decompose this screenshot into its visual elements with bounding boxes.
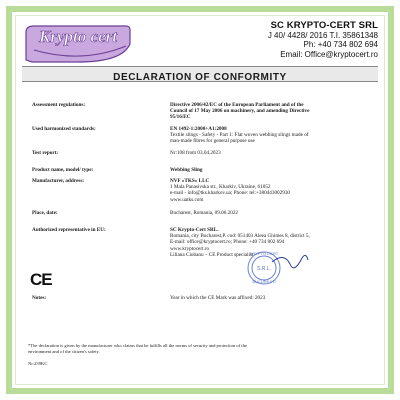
logo-text: Krypto cert (39, 27, 117, 46)
field-value: EN 1492-1:2000+A1:2008 Textile slings - Safety - Part 1: Flat woven webbing slings made of man-made fibres for general purpose use (170, 126, 309, 145)
field-label: Notes: (32, 295, 47, 301)
company-name: SC KRYPTO-CERT SRL (270, 20, 378, 31)
field-value: Year in which the CE Mark was affixed: 2023 (170, 295, 266, 301)
registration-line: J 40/ 4428/ 2016 T.I. 35861348 (267, 31, 378, 40)
field-value: Nr:108 from 03.04.2023 (170, 150, 221, 156)
field-value: SC Krypto-Cert SRL. Romania, city Bucharest,P. cod: 051403 Aleea Ghimes 8, district 5, E-mail: office@kryptocert.ro; Phone: +40 734 802 694 www.kryptocert.ro Liliana Ciobanu – CE Product specialist (170, 227, 310, 258)
phone-line: Ph: +40 734 802 694 (303, 40, 378, 50)
document-title: DECLARATION OF CONFORMITY (113, 72, 287, 83)
official-stamp (232, 244, 310, 288)
field-value: Directive 2006/42/EC of the European Parliament and of the Council of 17 May 2006 on machinery, and amending Directive 95/16/EC (170, 102, 310, 121)
stamp-center-text: S.R.L. (257, 266, 271, 272)
email-line: Email: Office@kryptocert.ro (280, 49, 378, 59)
field-value: Webbing Sling (170, 167, 203, 173)
field-value: Bucharest, Romania, 09.06.2022 (170, 210, 239, 216)
field-label: Used harmonized standards: (32, 126, 96, 132)
footnote: *The declaration is given by the manufacturer who claims that he fulfills all the norms of security and protection of the environment and of the citizen's safety. (28, 343, 247, 354)
signature (272, 255, 308, 267)
stamp-bottom-text: BUCURESTI (252, 279, 276, 284)
field-value: NVF «TKS» LLC 1 Mala Panasivska str., Kharkiv, Ukraine, 61052 e-mail - info@tks.kharkov.ua; Phone: tel:+380443002930 www.uatks.com (170, 178, 291, 203)
ce-mark: CE (30, 270, 52, 289)
field-label: Product name, model/ type: (32, 167, 94, 173)
field-label: Assessment regulations: (32, 102, 86, 108)
field-label: Authorized representative in EU: (32, 227, 106, 233)
field-label: Manufacturer, address: (32, 178, 85, 184)
stamp-top-text: KRYPTO-CERT (249, 251, 279, 256)
company-header (268, 20, 378, 59)
field-label: Test report: (32, 150, 59, 156)
document-id: Nr:239KC (28, 361, 48, 366)
title-bar (22, 66, 378, 82)
field-label: Place, date: (32, 210, 58, 216)
krypto-cert-logo (22, 22, 134, 66)
